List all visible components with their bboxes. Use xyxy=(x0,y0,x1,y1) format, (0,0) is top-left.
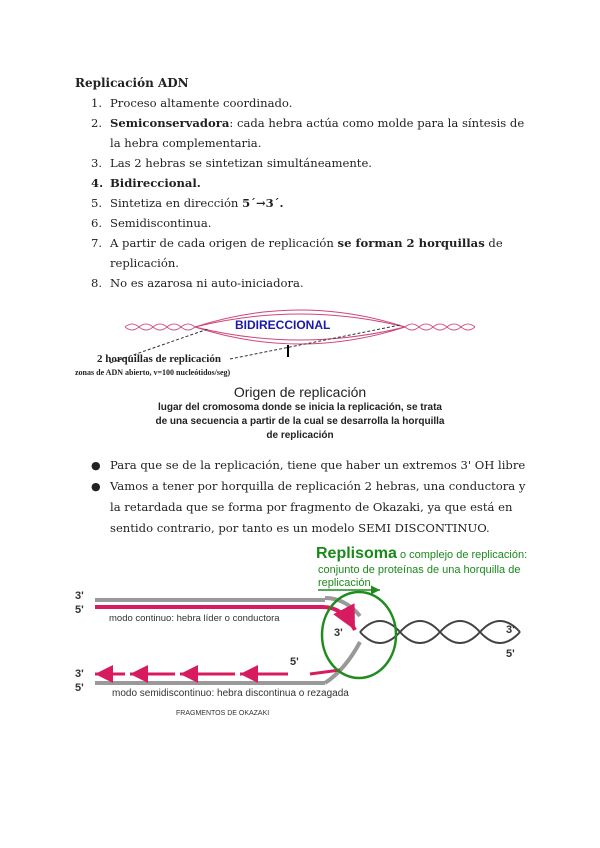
leading-label: modo continuo: hebra líder o conductora xyxy=(109,613,280,624)
list-text: Sintetiza en dirección xyxy=(110,196,243,210)
origin-desc-2: de una secuencia a partir de la cual se desarrolla la horquilla xyxy=(155,416,445,427)
list-text: Proceso altamente coordinado. xyxy=(110,96,293,110)
list-text: 5´→3´. xyxy=(242,196,284,210)
bullet-dot-icon: ● xyxy=(91,459,101,472)
list-item xyxy=(75,173,535,193)
list-text: se forman 2 horquillas xyxy=(337,236,485,250)
bullet-text: Para que se de la replicación, tiene que haber un extremos 3' OH libre xyxy=(110,458,526,472)
okazaki-fragments xyxy=(95,670,340,674)
dna-helix-left xyxy=(125,324,195,330)
bullet-text: Vamos a tener por horquilla de replicación 2 hebras, una conductora y la retardada que se forma por fragmento de Okazaki, ya que está en sentido contrario, por tanto es un modelo SEMI DISCONTINUO. xyxy=(110,479,526,535)
bullet-item xyxy=(75,455,535,476)
replisoma-desc-1: conjunto de proteínas de una horquilla de xyxy=(318,564,521,576)
helix-end-5: 5' xyxy=(506,648,515,660)
lagging-end-5: 5' xyxy=(290,656,299,668)
list-item xyxy=(75,153,535,173)
origin-desc-3: de replicación xyxy=(266,430,334,441)
list-text: A partir de cada origen de replicación xyxy=(110,236,338,250)
origin-desc-1: lugar del cromosoma donde se inicia la replicación, se trata xyxy=(158,402,442,413)
list-item xyxy=(75,113,535,153)
page-title: Replicación ADN xyxy=(75,76,189,90)
list-text: No es azarosa ni auto-iniciadora. xyxy=(110,276,304,290)
list-number: 2. xyxy=(91,116,103,130)
bullet-dot-icon: ● xyxy=(91,480,101,493)
lagging-label: modo semidiscontinuo: hebra discontinua o rezagada xyxy=(112,688,349,699)
parental-helix xyxy=(360,621,520,643)
list-text: Semiconservadora xyxy=(110,116,230,130)
list-text: Semidiscontinua. xyxy=(110,216,212,230)
list-number: 8. xyxy=(91,276,103,290)
bullet-item xyxy=(75,476,535,539)
replisoma-rest: o complejo de replicación: xyxy=(396,549,528,561)
properties-list xyxy=(75,93,535,293)
forks-label: 2 horquillas de replicación xyxy=(97,353,221,365)
list-item xyxy=(75,213,535,233)
list-item xyxy=(75,273,535,293)
list-item xyxy=(75,193,535,213)
helix-end-3: 3' xyxy=(506,624,515,636)
list-number: 3. xyxy=(91,156,103,170)
origin-title: Origen de replicación xyxy=(233,384,367,400)
list-item xyxy=(75,93,535,113)
fork-end-3: 3' xyxy=(334,627,343,639)
replication-fork-figure xyxy=(70,580,530,690)
bottom-end-5: 5' xyxy=(75,682,84,694)
list-number: 5. xyxy=(91,196,103,210)
dna-helix-right xyxy=(405,324,475,330)
forks-sublabel: zonas de ADN abierto, v=100 nucleótidos/seg) xyxy=(75,368,231,377)
list-text: de replicación. xyxy=(110,236,503,270)
replisoma-desc-2: replicación xyxy=(318,577,371,589)
lagging-template-strand xyxy=(95,642,360,685)
replisoma-title xyxy=(316,545,527,563)
bottom-end-3: 3' xyxy=(75,668,84,680)
list-item xyxy=(75,233,535,273)
list-number: 6. xyxy=(91,216,103,230)
bidireccional-label: BIDIRECCIONAL xyxy=(235,318,331,332)
list-number: 7. xyxy=(91,236,103,250)
list-number: 4. xyxy=(91,176,104,190)
notes-list xyxy=(75,455,535,539)
list-text: Bidireccional. xyxy=(110,176,201,190)
replisoma-word: Replisoma xyxy=(316,545,397,562)
list-number: 1. xyxy=(91,96,103,110)
top-end-3: 3' xyxy=(75,590,84,602)
okazaki-label: FRAGMENTOS DE OKAZAKI xyxy=(176,710,270,717)
top-end-5: 5' xyxy=(75,604,84,616)
list-text: Las 2 hebras se sintetizan simultáneamente. xyxy=(110,156,372,170)
list-text: : cada hebra actúa como molde para la síntesis de la hebra complementaria. xyxy=(110,116,525,150)
